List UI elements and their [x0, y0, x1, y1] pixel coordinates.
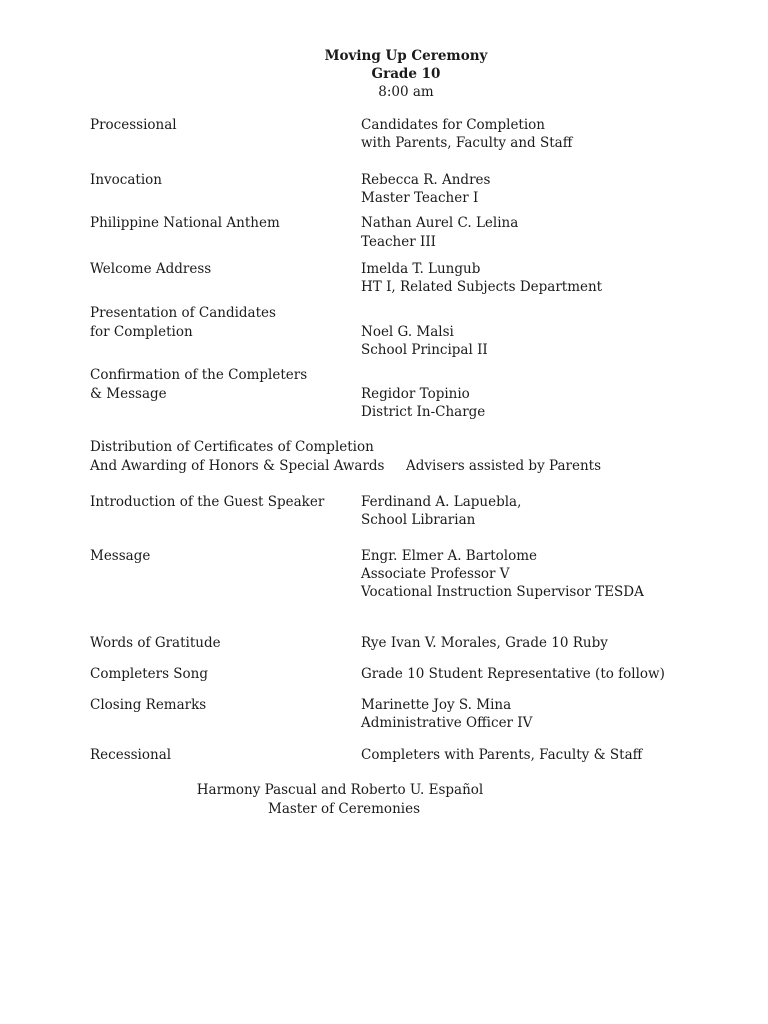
program-item: Presentation of Candidates [90, 305, 276, 321]
program-item: Introduction of the Guest Speaker [90, 494, 325, 510]
program-person: Engr. Elmer A. Bartolome [361, 548, 537, 564]
mc-names: Harmony Pascual and Roberto U. Español [196, 782, 484, 798]
program-person-detail: Administrative Officer IV [361, 715, 533, 731]
program-person-detail: School Librarian [361, 512, 476, 528]
mc-role: Master of Ceremonies [268, 801, 420, 817]
program-person: Rebecca R. Andres [361, 172, 491, 188]
program-item: Welcome Address [90, 261, 212, 277]
program-item: Distribution of Certificates of Completion [90, 439, 374, 455]
program-person-detail: Vocational Instruction Supervisor TESDA [361, 584, 644, 600]
program-item-continued: & Message [90, 386, 167, 402]
program-person-detail: HT I, Related Subjects Department [361, 279, 603, 295]
page-subtitle: Grade 10 [371, 66, 441, 82]
program-person-detail: Associate Professor V [361, 566, 510, 582]
program-item: Processional [90, 117, 177, 133]
program-person: Candidates for Completion [361, 117, 545, 133]
program-person: Completers with Parents, Faculty & Staff [361, 747, 643, 763]
program-person: Imelda T. Lungub [361, 261, 481, 277]
program-person: Marinette Joy S. Mina [361, 697, 512, 713]
program-item: Confirmation of the Completers [90, 367, 308, 383]
program-item-continued: And Awarding of Honors & Special Awards [90, 458, 385, 474]
program-item: Invocation [90, 172, 162, 188]
program-person: Advisers assisted by Parents [406, 458, 601, 474]
program-person: Ferdinand A. Lapuebla, [361, 494, 522, 510]
program-person-detail: with Parents, Faculty and Staff [361, 135, 573, 151]
event-time: 8:00 am [378, 84, 434, 100]
program-item: Philippine National Anthem [90, 215, 280, 231]
program-item: Message [90, 548, 151, 564]
page-title: Moving Up Ceremony [324, 48, 488, 64]
program-item: Words of Gratitude [90, 635, 221, 651]
program-person-detail: School Principal II [361, 342, 488, 358]
program-person: Grade 10 Student Representative (to follow) [361, 666, 665, 682]
program-person: Nathan Aurel C. Lelina [361, 215, 519, 231]
program-item-continued: for Completion [90, 324, 193, 340]
program-person: Rye Ivan V. Morales, Grade 10 Ruby [361, 635, 608, 651]
program-person-detail: Teacher III [361, 234, 436, 250]
program-person-detail: Master Teacher I [361, 190, 479, 206]
program-item: Completers Song [90, 666, 209, 682]
program-item: Recessional [90, 747, 172, 763]
program-item: Closing Remarks [90, 697, 207, 713]
program-person: Noel G. Malsi [361, 324, 454, 340]
program-person-detail: District In-Charge [361, 404, 486, 420]
program-person: Regidor Topinio [361, 386, 470, 402]
